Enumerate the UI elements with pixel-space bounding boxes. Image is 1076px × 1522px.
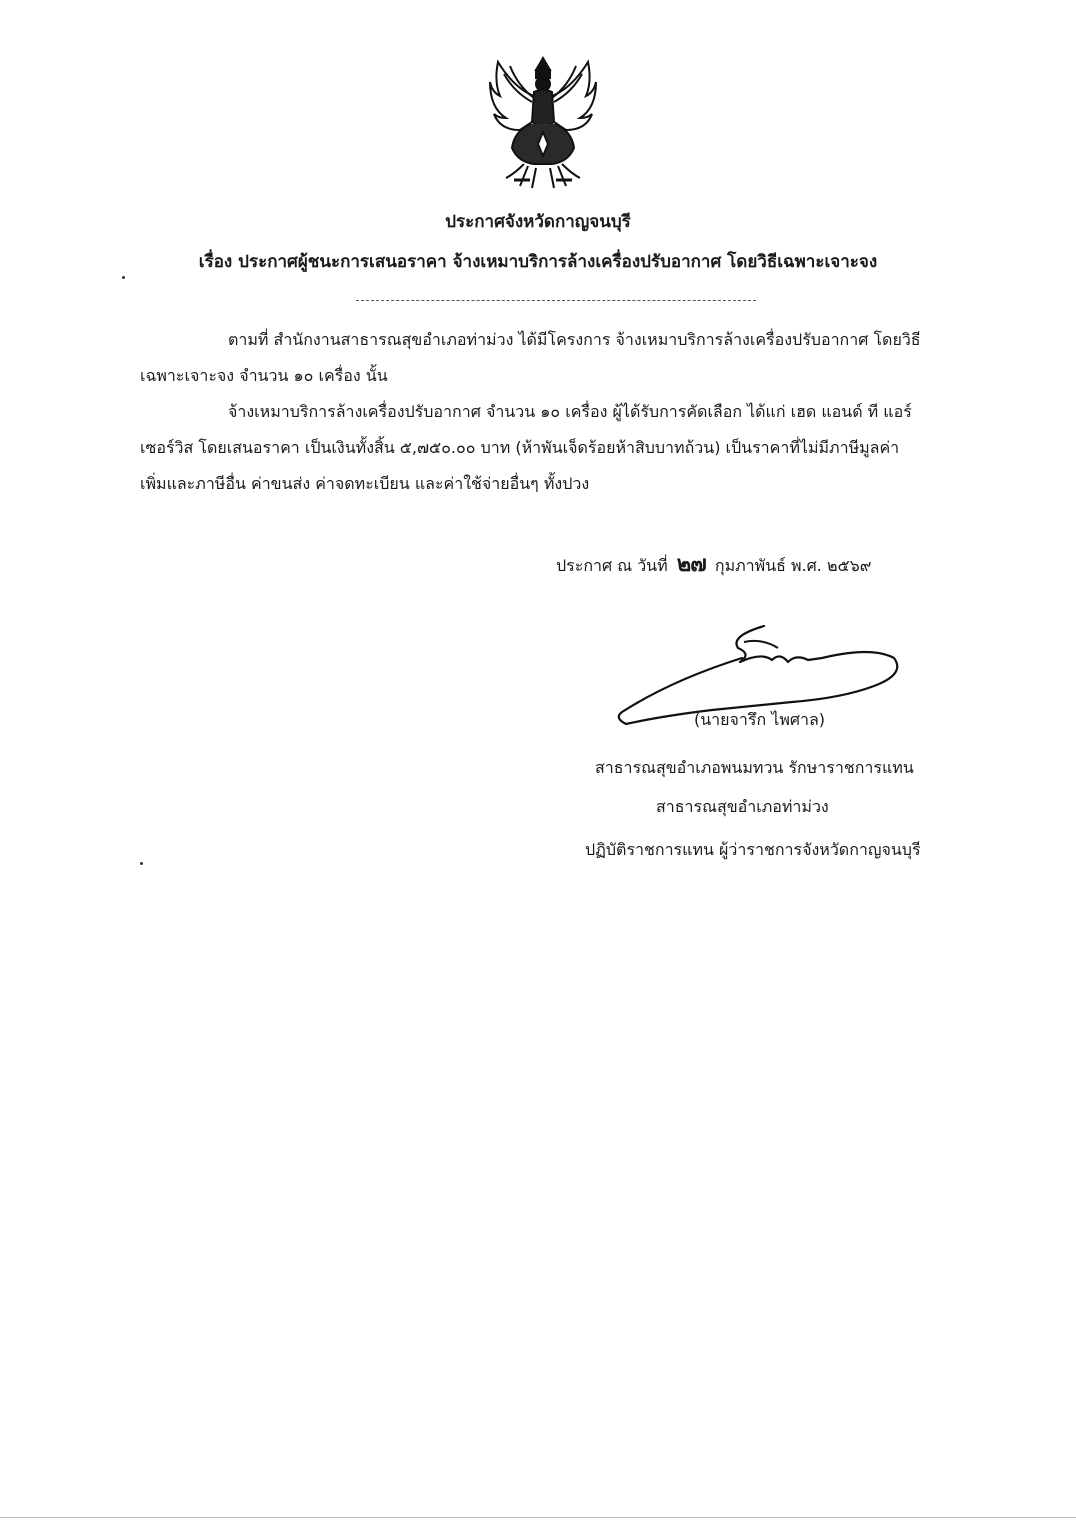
signer-position-1: สาธารณสุขอำเภอพนมทวน รักษาราชการแทน [595,758,914,777]
date-day-handwritten: ๒๗ [676,551,706,577]
paragraph-2-line-3: เพิ่มและภาษีอื่น ค่าขนส่ง ค่าจดทะเบียน และค่าใช้จ่ายอื่นๆ ทั้งปวง [140,474,590,493]
scan-speck [122,276,125,279]
date-prefix: ประกาศ ณ วันที่ [556,556,668,575]
announcement-date [556,552,871,578]
paragraph-2 [140,394,946,502]
paragraph-1-line-1: ตามที่ สำนักงานสาธารณสุขอำเภอท่าม่วง ได้มีโครงการ จ้างเหมาบริการล้างเครื่องปรับอากาศ โดยวิธี [228,330,921,349]
separator-line [356,300,756,301]
paragraph-1-line-2: เฉพาะเจาะจง จำนวน ๑๐ เครื่อง นั้น [140,366,388,385]
paragraph-2-line-2: เซอร์วิส โดยเสนอราคา เป็นเงินทั้งสิ้น ๕,๗๕๐.๐๐ บาท (ห้าพันเจ็ดร้อยห้าสิบบาทถ้วน) เป็นราคาที่ไม่มีภาษีมูลค่า [140,438,900,457]
document-subject: เรื่อง ประกาศผู้ชนะการเสนอราคา จ้างเหมาบริการล้างเครื่องปรับอากาศ โดยวิธีเฉพาะเจาะจง [198,252,878,272]
scan-edge-line [0,1517,1076,1518]
scan-speck [140,862,143,865]
document-title: ประกาศจังหวัดกาญจนบุรี [445,212,631,232]
garuda-emblem-icon [484,52,602,194]
date-month-year: กุมภาพันธ์ พ.ศ. ๒๕๖๙ [714,556,872,575]
signer-name: (นายจารึก ไพศาล) [694,710,826,729]
paragraph-2-line-1: จ้างเหมาบริการล้างเครื่องปรับอากาศ จำนวน ๑๐ เครื่อง ผู้ได้รับการคัดเลือก ได้แก่ เฮด แอนด์ ที แอร์ [228,402,912,421]
signer-position-3: ปฏิบัติราชการแทน ผู้ว่าราชการจังหวัดกาญจนบุรี [585,840,921,859]
paragraph-1 [140,322,946,394]
signer-position-2: สาธารณสุขอำเภอท่าม่วง [656,797,829,816]
